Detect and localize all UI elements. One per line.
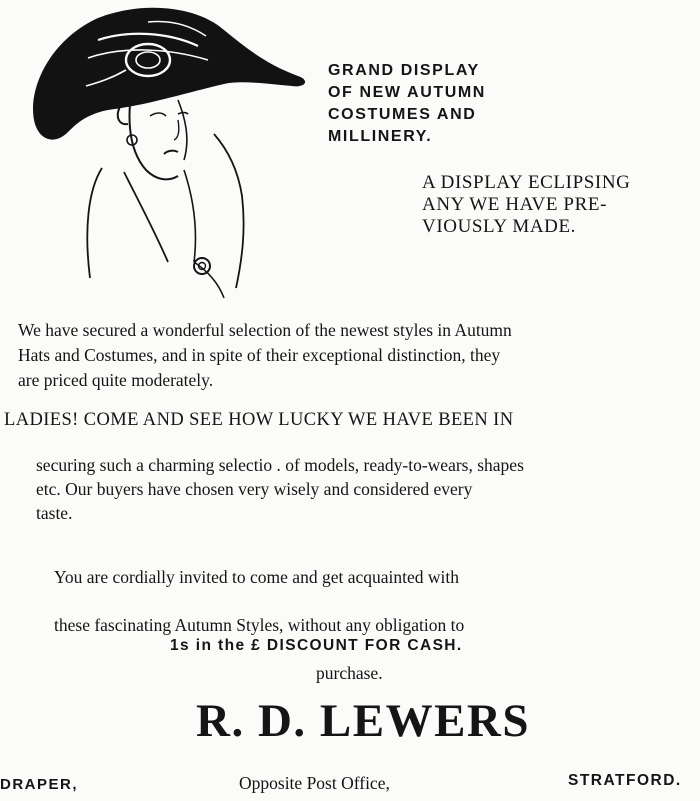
ladies-line: LADIES! COME AND SEE HOW LUCKY WE HAVE BEEN IN (4, 410, 514, 430)
selection-paragraph: securing such a charming selectio . of models, ready-to-wears, shapes etc. Our buyers have chosen very wisely and considered every taste. (36, 455, 524, 523)
discount-notice: 1s in the £ DISCOUNT FOR CASH. (170, 637, 463, 654)
lady-in-hat-illustration (28, 0, 314, 300)
address-label: Opposite Post Office, (239, 773, 390, 793)
subheadline: A DISPLAY ECLIPSING ANY WE HAVE PRE- VIOUSLY MADE. (422, 172, 631, 237)
invitation-paragraph (54, 541, 654, 709)
invitation-line: purchase. (316, 663, 383, 683)
invitation-line: these fascinating Autumn Styles, without any obligation to (54, 615, 465, 635)
intro-paragraph: We have secured a wonderful selection of the newest styles in Autumn Hats and Costumes, and in spite of their exceptional distinction, they are priced quite moderately. (18, 320, 512, 390)
trade-label: DRAPER, (0, 776, 79, 793)
invitation-line: You are cordially invited to come and get acquainted with (54, 567, 459, 587)
town-label: STRATFORD. (568, 772, 682, 789)
business-name: R. D. LEWERS (196, 695, 531, 747)
headline: GRAND DISPLAY OF NEW AUTUMN COSTUMES AND MILLINERY. (328, 62, 486, 145)
